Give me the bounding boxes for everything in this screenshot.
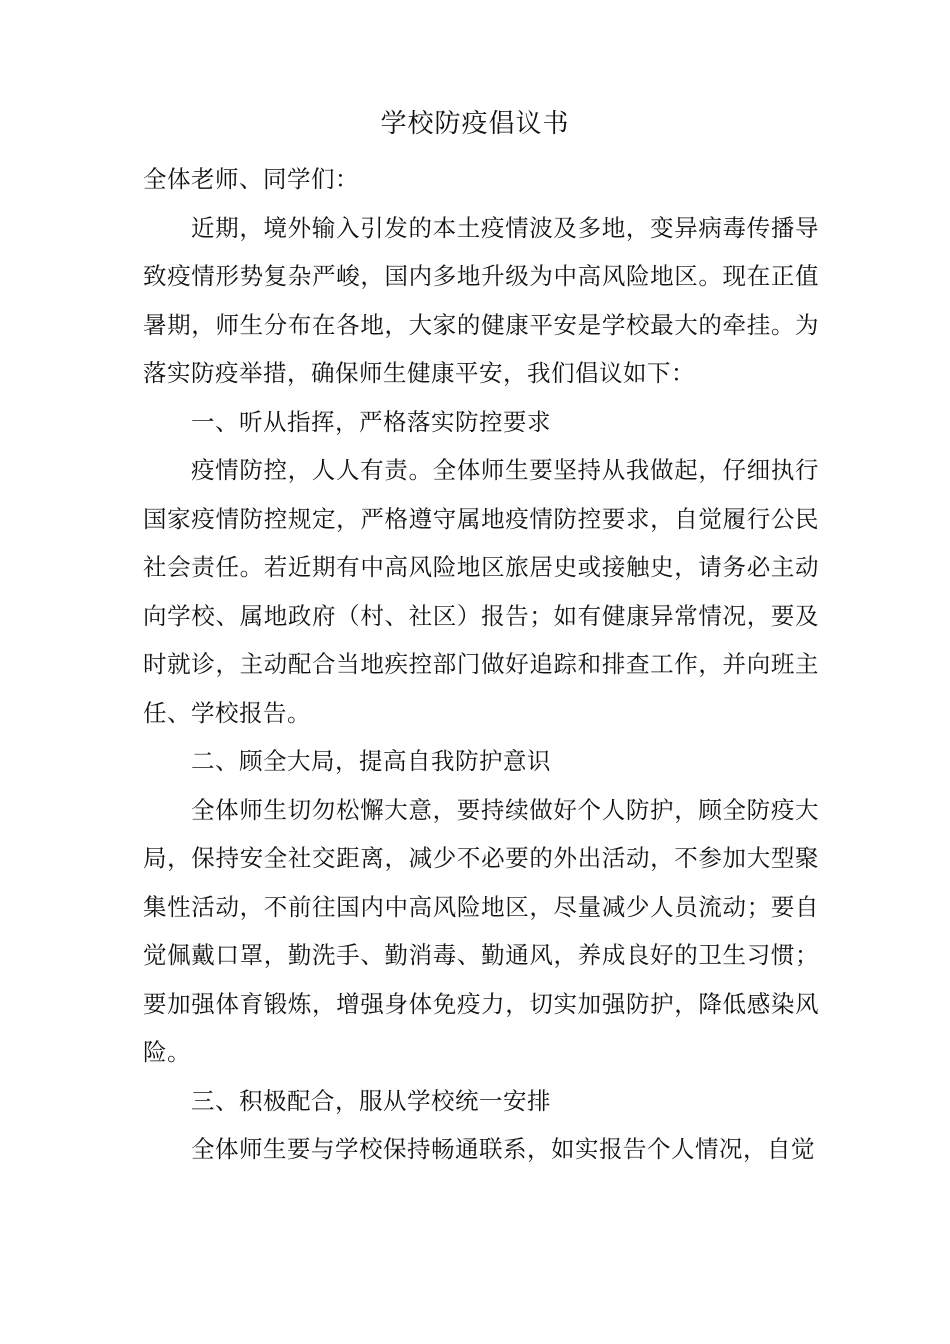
salutation: 全体老师、同学们：: [143, 165, 359, 193]
document-title: 学校防疫倡议书: [380, 109, 570, 139]
paragraph-section-1: 疫情防控，人人有责。全体师生要坚持从我做起，仔细执行国家疫情防控规定，严格遵守属地疫情防控要求，自觉履行公民社会责任。若近期有中高风险地区旅居史或接触史，请务必主动向学校、属地政府（村、社区）报告；如有健康异常情况，要及时就诊，主动配合当地疾控部门做好追踪和排查工作，并向班主任、学校报告。: [143, 456, 819, 727]
section-heading-3: 三、积极配合，服从学校统一安排: [191, 1086, 551, 1115]
document-body: [143, 155, 819, 1174]
paragraph-intro: 近期，境外输入引发的本土疫情波及多地，变异病毒传播导致疫情形势复杂严峻，国内多地升级为中高风险地区。现在正值暑期，师生分布在各地，大家的健康平安是学校最大的牵挂。为落实防疫举措，确保师生健康平安，我们倡议如下：: [143, 213, 819, 387]
section-heading-1: 一、听从指挥，严格落实防控要求: [191, 407, 551, 436]
section-heading-2: 二、顾全大局，提高自我防护意识: [191, 747, 551, 775]
paragraph-section-2: 全体师生切勿松懈大意，要持续做好个人防护，顾全防疫大局，保持安全社交距离，减少不必要的外出活动，不参加大型聚集性活动，不前往国内中高风险地区，尽量减少人员流动；要自觉佩戴口罩，勤洗手、勤消毒、勤通风，养成良好的卫生习惯；要加强体育锻炼，增强身体免疫力，切实加强防护，降低感染风险。: [143, 795, 819, 1066]
paragraph-section-3: 全体师生要与学校保持畅通联系，如实报告个人情况，自觉: [191, 1135, 815, 1163]
